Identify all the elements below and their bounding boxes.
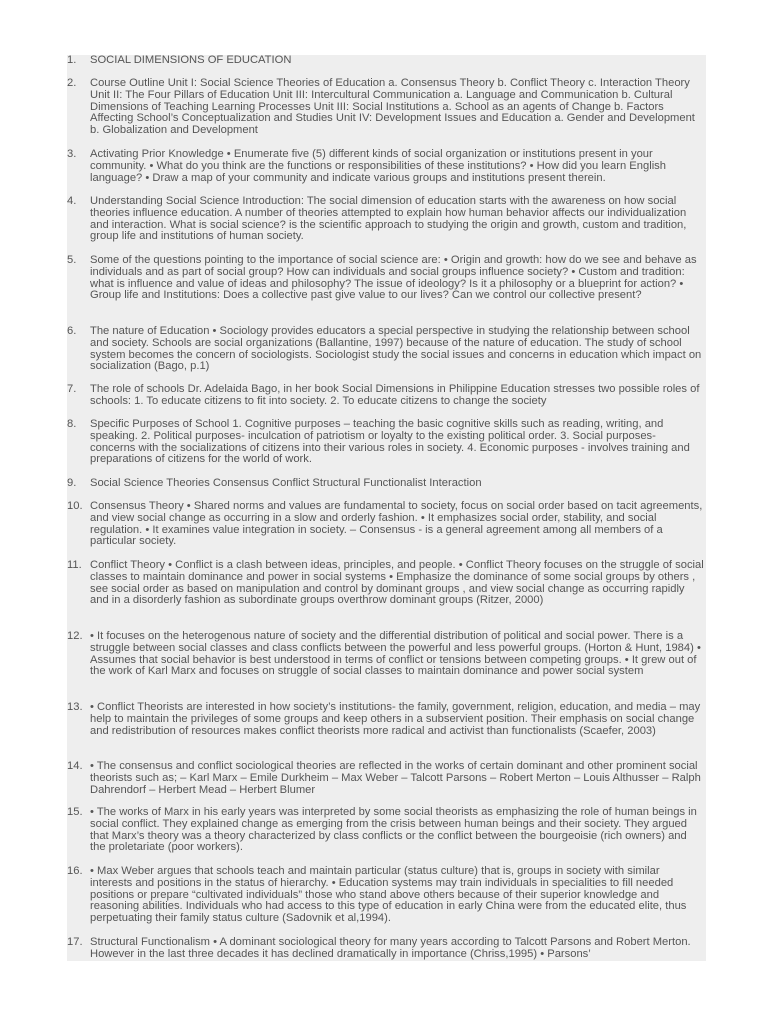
list-item bbox=[67, 149, 706, 184]
list-item bbox=[67, 196, 706, 243]
item-number: 2. bbox=[67, 77, 77, 89]
list-item bbox=[67, 478, 706, 490]
item-number: 17. bbox=[67, 936, 83, 948]
item-number: 1. bbox=[67, 55, 77, 66]
item-text: Conflict Theory • Conflict is a clash between ideas, principles, and people. • Conflict Theory focuses on the struggle of social classes to maintain dominance and power in social systems • Emphasize the dominance of some social groups by others , see social order as based on manipulation and control by dominant groups , and view social change as occurring rapidly and in a disorderly fashion as subordinate groups overthrow dominant groups (Ritzer, 2000) bbox=[90, 559, 704, 607]
item-number: 9. bbox=[67, 477, 77, 489]
item-number: 7. bbox=[67, 383, 77, 395]
item-text: Social Science Theories Consensus Conflict Structural Functionalist Interaction bbox=[90, 477, 482, 489]
item-text: Structural Functionalism • A dominant sociological theory for many years according to Talcott Parsons and Robert Merton. However in the last three decades it has declined dramatically in importance (Chriss,1995) • Parsons’ bbox=[90, 936, 691, 960]
item-number: 8. bbox=[67, 418, 77, 430]
item-number: 14. bbox=[67, 760, 83, 772]
item-text: • Max Weber argues that schools teach and maintain particular (status culture) that is, groups in society with similar interests and positions in the status of hierarchy. • Education systems may train individuals in specialities to fill needed positions or prepare “cultivated individuals” those who stand above others because of their superior knowledge and reasoning abilities. Individuals who had access to this type of education in early China were from the educated elite, thus perpetuating their family status culture (Sadovnik et al,1994). bbox=[90, 865, 687, 925]
item-text: • Conflict Theorists are interested in how society’s institutions- the family, government, religion, education, and media – may help to maintain the privileges of some groups and keep others in a subservient position. Their emphasis on social change and redistribution of resources makes conflict theorists more radical and activist than functionalists (Scaefer, 2003) bbox=[90, 701, 701, 737]
item-text: SOCIAL DIMENSIONS OF EDUCATION bbox=[90, 55, 292, 66]
list-item bbox=[67, 866, 706, 925]
list-item bbox=[67, 419, 706, 466]
item-number: 16. bbox=[67, 865, 83, 877]
document-page bbox=[67, 55, 706, 961]
item-number: 4. bbox=[67, 195, 77, 207]
list-item bbox=[67, 78, 706, 137]
item-number: 6. bbox=[67, 325, 77, 337]
list-item bbox=[67, 55, 706, 67]
item-text: Understanding Social Science Introduction: The social dimension of education starts with the awareness on how social theories influence education. A number of theories attempted to explain how human behavior affects our individualization and interaction. What is social science? is the scientific approach to studying the origin and growth, custom and tradition, group life and institutions of human society. bbox=[90, 195, 687, 243]
item-number: 3. bbox=[67, 148, 77, 160]
item-number: 10. bbox=[67, 500, 83, 512]
item-text: Specific Purposes of School 1. Cognitive purposes – teaching the basic cognitive skills such as reading, writing, and speaking. 2. Political purposes- inculcation of patriotism or loyalty to the existing political order. 3. Social purposes- concerns with the socializations of citizens into their various roles in society. 4. Economic purposes - involves training and preparations of citizens for the world of work. bbox=[90, 418, 690, 466]
item-number: 12. bbox=[67, 630, 83, 642]
item-text: The nature of Education • Sociology provides educators a special perspective in studying the relationship between school and society. Schools are social organizations (Ballantine, 1997) because of the nature of education. The study of school system becomes the concern of sociologists. Sociologist study the social issues and concerns in education which impact on socialization (Bago, p.1) bbox=[90, 325, 702, 373]
item-text: Consensus Theory • Shared norms and values are fundamental to society, focus on social order based on tacit agreements, and view social change as occurring in a slow and orderly fashion. • It emphasizes social order, stability, and social regulation. • It examines value integration in society. – Consensus - is a general agreement among all members of a particular society. bbox=[90, 500, 703, 548]
item-text: • It focuses on the heterogenous nature of society and the differential distribution of political and social power. There is a struggle between social classes and class conflicts between the powerful and less powerful groups. (Horton & Hunt, 1984) • Assumes that social behavior is best understood in terms of conflict or tensions between competing groups. • It grew out of the work of Karl Marx and focuses on struggle of social classes to maintain dominance and power social system bbox=[90, 630, 701, 678]
item-text: Activating Prior Knowledge • Enumerate five (5) different kinds of social organization or institutions present in your community. • What do you think are the functions or responsibilities of these institutions? • How did you learn English language? • Draw a map of your community and indicate various groups and institutions present therein. bbox=[90, 148, 666, 184]
item-number: 5. bbox=[67, 254, 77, 266]
list-item bbox=[67, 631, 706, 678]
item-number: 11. bbox=[67, 559, 82, 571]
list-item bbox=[67, 326, 706, 373]
item-text: • The works of Marx in his early years was interpreted by some social theorists as emphasizing the role of human beings in social conflict. They explained change as emerging from the crisis between human beings and their society. They argued that Marx’s theory was a theory characterized by class conflicts or the conflict between the bourgeoisie (rich owners) and the proletariate (poor workers). bbox=[90, 806, 697, 854]
item-number: 15. bbox=[67, 806, 83, 818]
list-item bbox=[67, 255, 706, 302]
item-text: The role of schools Dr. Adelaida Bago, in her book Social Dimensions in Philippine Education stresses two possible roles of schools: 1. To educate citizens to fit into society. 2. To educate citizens to change the society bbox=[90, 383, 700, 407]
list-item bbox=[67, 761, 706, 796]
item-text: • The consensus and conflict sociological theories are reflected in the works of certain dominant and other prominent social theorists such as; – Karl Marx – Emile Durkheim – Max Weber – Talcott Parsons – Robert Merton – Louis Althusser – Ralph Dahrendorf – Herbert Mead – Herbert Blumer bbox=[90, 760, 701, 796]
list-item bbox=[67, 937, 706, 961]
list-item bbox=[67, 384, 706, 408]
item-text: Course Outline Unit I: Social Science Theories of Education a. Consensus Theory b. Conflict Theory c. Interaction Theory Unit II: The Four Pillars of Education Unit III: Intercultural Communication a. Language and Communication b. Cultural Dimensions of Teaching Learning Processes Unit III: Social Institutions a. School as an agents of Change b. Factors Affecting School’s Conceptualization and Studies Unit IV: Development Issues and Education a. Gender and Development b. Globalization and Development bbox=[90, 77, 695, 137]
item-text: Some of the questions pointing to the importance of social science are: • Origin and growth: how do we see and behave as individuals and as part of social group? How can individuals and social groups influence society? • Custom and tradition: what is influence and value of ideas and philosophy? The issue of ideology? Is it a philosophy or a blueprint for action? • Group life and Institutions: Does a collective past give value to our lives? Can we control our collective present? bbox=[90, 254, 697, 302]
list-item bbox=[67, 501, 706, 548]
item-number: 13. bbox=[67, 701, 83, 713]
list-item bbox=[67, 560, 706, 607]
list-item bbox=[67, 702, 706, 737]
list-item bbox=[67, 807, 706, 854]
